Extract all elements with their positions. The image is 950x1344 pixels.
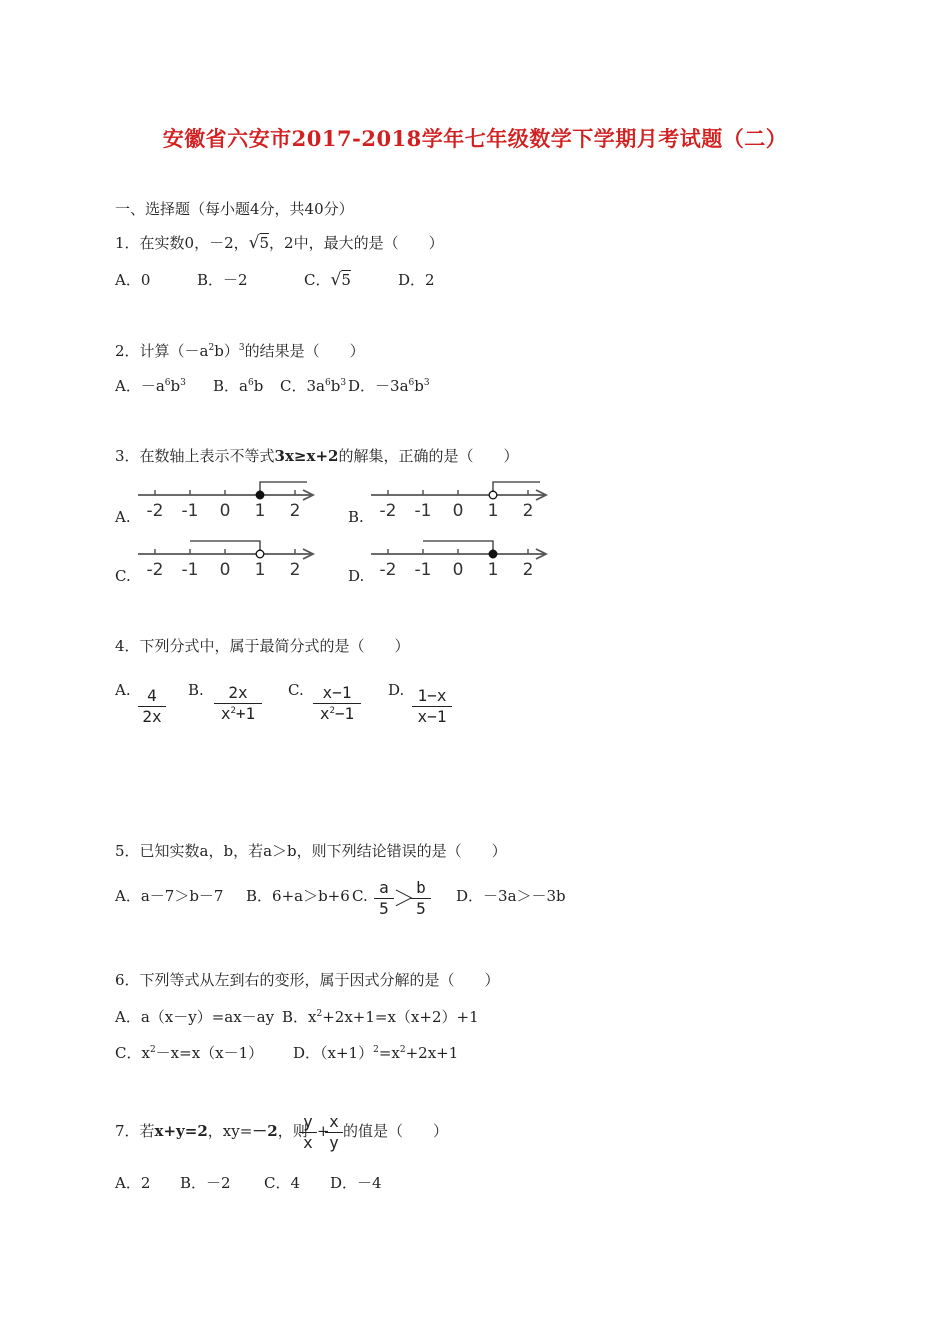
question-7-option-c[interactable]: C．4 — [264, 1174, 301, 1192]
tick-label: 1 — [254, 560, 266, 580]
question-6-option-d[interactable]: D．$(x+1)^2=x^2+2x+1$ — [293, 1044, 459, 1062]
tick-label: 0 — [452, 560, 464, 580]
question-4-option-d-label[interactable]: D. — [388, 681, 405, 699]
question-7-option-b[interactable]: B．－2 — [180, 1174, 231, 1192]
number-line-c[interactable] — [135, 535, 320, 583]
tick-label: -1 — [414, 560, 432, 580]
question-5-option-c-label[interactable]: C. — [352, 887, 368, 905]
closed-dot — [256, 491, 264, 499]
question-5-fraction-a: a 5 — [374, 879, 394, 918]
question-6-option-a[interactable]: A．a（x－y）=ax－ay — [115, 1008, 275, 1026]
question-7-stem-end: 的值是（ ） — [343, 1122, 449, 1140]
question-5-option-a[interactable]: A．a－7＞b－7 — [115, 887, 224, 905]
tick-label: 0 — [452, 501, 464, 521]
tick-label: 2 — [522, 501, 534, 521]
question-7-option-a[interactable]: A．2 — [115, 1174, 151, 1192]
solution-ray — [493, 482, 540, 492]
question-5-gt-sign: ＞ — [393, 887, 416, 912]
question-5-option-d[interactable]: D．－3a＞－3b — [456, 887, 566, 905]
solution-ray — [260, 482, 307, 492]
question-7-fraction-x-over-y: x y — [325, 1113, 343, 1152]
number-line-d[interactable] — [368, 535, 553, 583]
question-7-plus: + — [317, 1122, 330, 1140]
tick-label: 1 — [487, 560, 499, 580]
question-3-option-b-label[interactable]: B. — [348, 508, 364, 526]
question-4-stem: 4．下列分式中，属于最简分式的是（ ） — [115, 637, 410, 655]
question-6-option-b[interactable]: B．$x^2+2x+1=x(x+2)+1$ — [282, 1008, 479, 1026]
question-2-option-d[interactable]: D．$-3a^6b^3$ — [348, 377, 430, 395]
question-2-stem: 2．计算$(-a^2b)^3$的结果是（ ） — [115, 342, 365, 360]
question-1-option-b[interactable]: B．－2 — [197, 271, 248, 289]
tick-label: 0 — [219, 560, 231, 580]
question-4-fraction-a: 4 2x — [138, 687, 166, 726]
question-4-fraction-c: x−1 $x^2-1$ — [313, 684, 361, 723]
closed-dot — [489, 550, 497, 558]
question-3-option-c-label[interactable]: C. — [115, 567, 131, 585]
question-7-stem-start: 7．若x+y=2，xy=－2，则 — [115, 1122, 308, 1140]
tick-label: 2 — [522, 560, 534, 580]
tick-label: -2 — [379, 501, 397, 521]
number-line-a[interactable] — [135, 476, 320, 524]
tick-label: 1 — [254, 501, 266, 521]
page-title: 安徽省六安市2017-2018学年七年级数学下学期月考试题（二） — [162, 126, 788, 151]
question-3-option-d-label[interactable]: D. — [348, 567, 365, 585]
question-1-option-c[interactable]: C．√5 — [304, 270, 351, 290]
question-4-fraction-b: 2x $x^2+1$ — [214, 684, 262, 723]
section-heading: 一、选择题（每小题4分，共40分） — [115, 200, 354, 218]
question-7-fraction-y-over-x: y x — [299, 1113, 317, 1152]
question-1-option-a[interactable]: A．0 — [115, 271, 151, 289]
question-4-option-b-label[interactable]: B. — [188, 681, 204, 699]
question-3-stem: 3．在数轴上表示不等式3x≥x+2的解集，正确的是（ ） — [115, 447, 519, 465]
question-5-option-b[interactable]: B．6+a＞b+6 — [246, 887, 350, 905]
question-4-option-c-label[interactable]: C. — [288, 681, 304, 699]
question-6-option-c[interactable]: C．$x^2-x=x(x-1)$ — [115, 1044, 264, 1062]
question-7-option-d[interactable]: D．－4 — [330, 1174, 382, 1192]
question-3-option-a-label[interactable]: A. — [115, 508, 131, 526]
question-5-stem: 5．已知实数a，b，若a＞b，则下列结论错误的是（ ） — [115, 842, 507, 860]
tick-label: -1 — [414, 501, 432, 521]
question-4-fraction-d: 1−x x−1 — [412, 687, 452, 726]
number-line-b[interactable] — [368, 476, 553, 524]
tick-label: 2 — [289, 501, 301, 521]
tick-label: -2 — [146, 560, 164, 580]
tick-label: 1 — [487, 501, 499, 521]
question-1-option-d[interactable]: D．2 — [398, 271, 435, 289]
tick-label: -1 — [181, 560, 199, 580]
tick-label: -2 — [379, 560, 397, 580]
tick-label: 2 — [289, 560, 301, 580]
question-2-option-b[interactable]: B．$a^6b$ — [213, 377, 264, 395]
question-2-option-a[interactable]: A．$-a^6b^3$ — [115, 377, 186, 395]
tick-label: 0 — [219, 501, 231, 521]
question-2-option-c[interactable]: C．$3a^6b^3$ — [280, 377, 347, 395]
tick-label: -1 — [181, 501, 199, 521]
open-dot — [256, 550, 264, 558]
question-4-option-a-label[interactable]: A. — [115, 681, 131, 699]
question-1-stem: 1．在实数0，－2，√5，2中，最大的是（ ） — [115, 233, 444, 253]
question-6-stem: 6．下列等式从左到右的变形，属于因式分解的是（ ） — [115, 971, 500, 989]
open-dot — [489, 491, 497, 499]
tick-label: -2 — [146, 501, 164, 521]
question-5-fraction-b: b 5 — [411, 879, 431, 918]
